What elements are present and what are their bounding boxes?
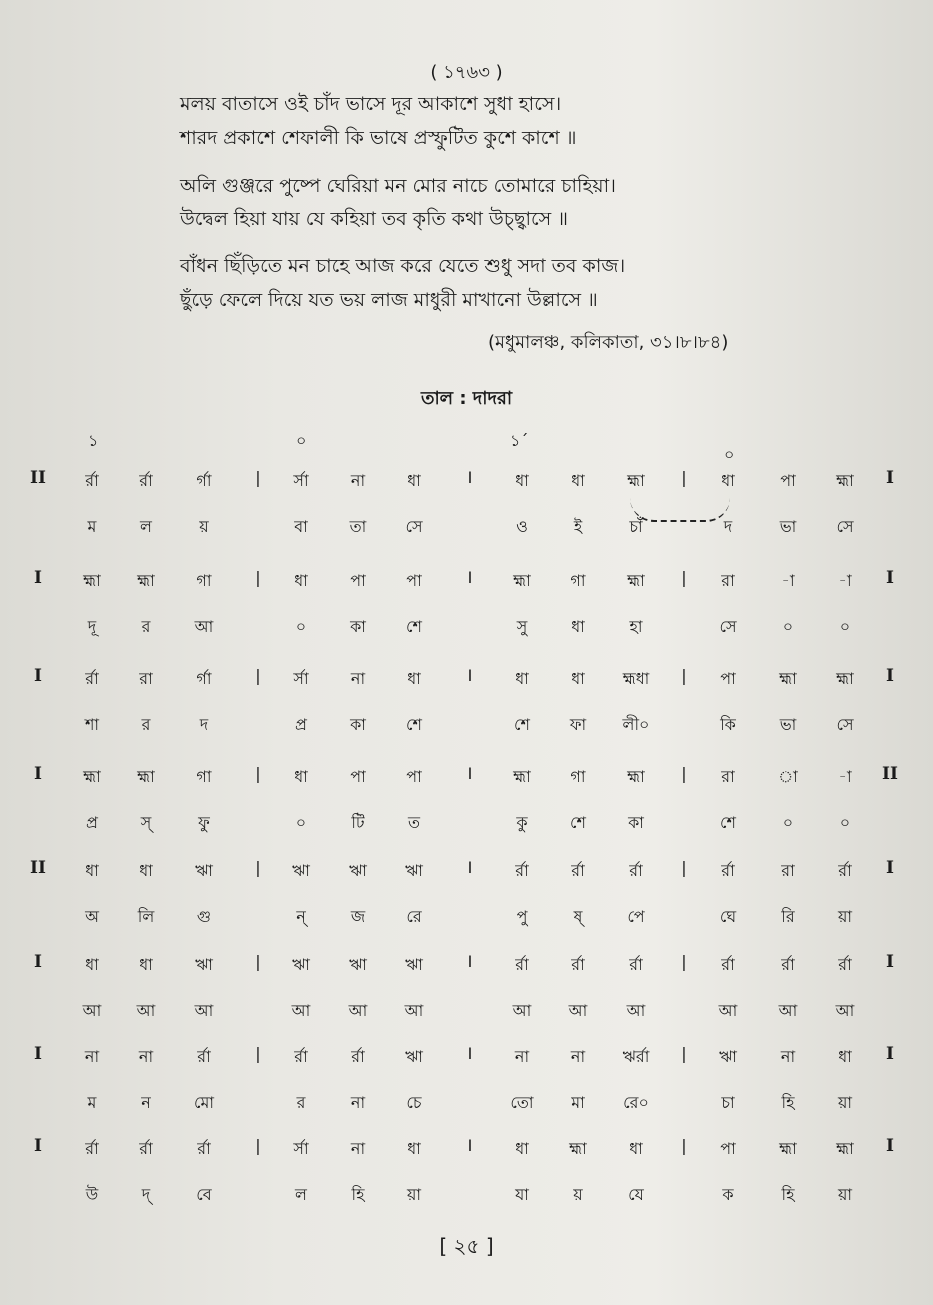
lyric-syllable: ০ xyxy=(782,617,794,636)
swara-note: ঋা xyxy=(195,955,213,974)
bar-line: I xyxy=(467,468,473,487)
lyric-syllable: কা xyxy=(350,715,366,734)
bar-line: | xyxy=(255,666,261,685)
lyric-syllable: উ xyxy=(85,1185,99,1204)
lyric-syllable: পে xyxy=(627,907,645,926)
lyric-syllable: ভা xyxy=(779,517,797,536)
swara-note: র্গা xyxy=(196,471,212,490)
lyric-syllable: ০ xyxy=(839,813,851,832)
lyric-syllable: রি xyxy=(781,907,795,926)
swara-note: ধা xyxy=(139,861,153,880)
lyric-syllable: হি xyxy=(351,1185,365,1204)
lyric-syllable: রে xyxy=(406,907,422,926)
lyric-syllable: র xyxy=(141,617,151,636)
swara-note: না xyxy=(84,1047,100,1066)
lyric-syllable: না xyxy=(350,1093,366,1112)
swara-note: হ্মা xyxy=(836,1139,854,1158)
bar-line: | xyxy=(255,1136,261,1155)
lyric-syllable: য়া xyxy=(837,1093,853,1112)
swara-note: ধা xyxy=(571,669,585,688)
lyric-syllable: সু xyxy=(516,617,528,636)
lyric-syllable: য় xyxy=(199,517,209,536)
swara-note: ঋা xyxy=(195,861,213,880)
swara-note: রা xyxy=(721,767,735,786)
lyric-syllable: আ xyxy=(718,1001,738,1020)
lyric-line-4: উদ্বেল হিয়া যায় যে কহিয়া তব কৃতি কথা উচ্ছ্বাসে ॥ xyxy=(180,208,569,230)
lyric-syllable: ক xyxy=(722,1185,734,1204)
lyric-syllable: ষ্ xyxy=(573,907,583,926)
swara-note: র্রা xyxy=(629,861,643,880)
beat-mark-4: ০ xyxy=(724,445,735,464)
lyric-syllable: অ xyxy=(85,907,99,926)
lyric-syllable: মো xyxy=(193,1093,215,1112)
notation-row xyxy=(0,952,933,1047)
lyric-syllable: আ xyxy=(778,1001,798,1020)
bar-line: I xyxy=(467,1136,473,1155)
lyric-syllable: ধা xyxy=(571,617,585,636)
lyric-syllable: সে xyxy=(836,517,854,536)
row-start-mark: I xyxy=(34,666,42,686)
row-end-mark: I xyxy=(886,858,894,878)
lyric-syllable: শে xyxy=(406,715,422,734)
lyric-syllable: দ xyxy=(723,517,733,536)
swara-note: হ্মধা xyxy=(622,669,650,688)
row-start-mark: I xyxy=(34,1136,42,1156)
bar-line: | xyxy=(255,568,261,587)
swara-note: ধা xyxy=(515,669,529,688)
swara-note: ধা xyxy=(838,1047,852,1066)
lyric-syllable: র xyxy=(296,1093,306,1112)
lyric-line-2: শারদ প্রকাশে শেফালী কি ভাষে প্রস্ফুটিত কুশে কাশে ॥ xyxy=(180,127,577,149)
swara-note: হ্মা xyxy=(627,767,645,786)
lyric-syllable: ০ xyxy=(839,617,851,636)
bar-line: | xyxy=(681,764,687,783)
bar-line: | xyxy=(681,858,687,877)
swara-note: গা xyxy=(196,571,212,590)
beat-mark-1: ১ xyxy=(88,431,99,450)
lyric-syllable: ভা xyxy=(779,715,797,734)
swara-note: র্রা xyxy=(571,955,585,974)
lyric-syllable: দ্ xyxy=(141,1185,151,1204)
page-number: [ ২৫ ] xyxy=(439,1234,494,1258)
notation-row xyxy=(0,666,933,761)
swara-note: না xyxy=(780,1047,796,1066)
swara-note: র্রা xyxy=(351,1047,365,1066)
lyric-syllable: আ xyxy=(136,1001,156,1020)
lyric-line-3: অলি গুঞ্জরে পুষ্পে ঘেরিয়া মন মোর নাচে তোমারে চাহিয়া। xyxy=(180,175,616,197)
lyric-syllable: দূ xyxy=(87,617,97,636)
lyric-syllable: র xyxy=(141,715,151,734)
swara-note: া xyxy=(778,767,798,786)
lyric-syllable: শে xyxy=(514,715,530,734)
swara-note: না xyxy=(350,669,366,688)
bar-line: | xyxy=(681,666,687,685)
swara-note: ঋা xyxy=(349,861,367,880)
swara-note: র্রা xyxy=(85,1139,99,1158)
swara-note: র্রা xyxy=(515,861,529,880)
lyric-syllable: আ xyxy=(404,1001,424,1020)
swara-note: র্রা xyxy=(781,955,795,974)
swara-note: র্সা xyxy=(293,471,309,490)
lyric-syllable: যা xyxy=(515,1185,529,1204)
lyric-syllable: কা xyxy=(628,813,644,832)
lyric-syllable: হি xyxy=(781,1185,795,1204)
bar-line: | xyxy=(681,1136,687,1155)
swara-note: ধা xyxy=(407,471,421,490)
lyric-line-6: ছুঁড়ে ফেলে দিয়ে যত ভয় লাজ মাধুরী মাখানো উল্লাসে ॥ xyxy=(180,289,598,311)
lyric-syllable: যে xyxy=(628,1185,644,1204)
swara-note: র্সা xyxy=(293,1139,309,1158)
swara-note: হ্মা xyxy=(779,669,797,688)
lyric-syllable: সে xyxy=(719,617,737,636)
row-end-mark: I xyxy=(886,952,894,972)
swara-note: ধা xyxy=(85,955,99,974)
lyric-syllable: ম xyxy=(87,1093,97,1112)
lyric-syllable: তো xyxy=(510,1093,534,1112)
swara-note: হ্মা xyxy=(83,767,101,786)
swara-note: র্রা xyxy=(571,861,585,880)
lyric-syllable: ন্ xyxy=(296,907,306,926)
lyric-syllable: ন xyxy=(141,1093,151,1112)
row-start-mark: I xyxy=(34,952,42,972)
swara-note: -া xyxy=(838,571,852,590)
swara-note: না xyxy=(350,1139,366,1158)
lyric-line-5: বাঁধন ছিঁড়িতে মন চাহে আজ করে যেতে শুধু সদা তব কাজ। xyxy=(180,255,626,277)
lyric-syllable: মা xyxy=(571,1093,585,1112)
swara-note: হ্মা xyxy=(627,471,645,490)
swara-note: র্রা xyxy=(629,955,643,974)
lyric-syllable: য়া xyxy=(837,907,853,926)
bar-line: | xyxy=(255,1044,261,1063)
swara-note: গা xyxy=(570,767,586,786)
notation-row xyxy=(0,568,933,663)
row-start-mark: I xyxy=(34,568,42,588)
swara-note: ধা xyxy=(85,861,99,880)
swara-note: হ্মা xyxy=(513,767,531,786)
lyric-syllable: ম xyxy=(87,517,97,536)
swara-note: ধা xyxy=(294,767,308,786)
swara-note: ঋর্রা xyxy=(622,1047,650,1066)
bar-line: | xyxy=(681,952,687,971)
lyric-syllable: বে xyxy=(196,1185,212,1204)
swara-note: ধা xyxy=(139,955,153,974)
tala-heading: তাল : দাদরা xyxy=(420,388,513,409)
lyric-syllable: সে xyxy=(405,517,423,536)
beat-mark-2: ০ xyxy=(296,431,307,450)
lyric-syllable: লী০ xyxy=(622,715,650,734)
swara-note: হ্মা xyxy=(627,571,645,590)
swara-note: হ্মা xyxy=(513,571,531,590)
lyric-syllable: ই xyxy=(573,517,583,536)
lyric-syllable: ল xyxy=(295,1185,307,1204)
row-end-mark: II xyxy=(882,764,898,784)
notation-row xyxy=(0,468,933,563)
swara-note: ধা xyxy=(629,1139,643,1158)
lyric-syllable: ০ xyxy=(782,813,794,832)
swara-note: পা xyxy=(406,571,422,590)
swara-note: না xyxy=(570,1047,586,1066)
lyric-syllable: য় xyxy=(573,1185,583,1204)
lyric-syllable: আ xyxy=(835,1001,855,1020)
lyric-syllable: কি xyxy=(720,715,736,734)
lyric-syllable: স্ xyxy=(140,813,152,832)
lyric-syllable: আ xyxy=(568,1001,588,1020)
lyric-syllable: য়া xyxy=(406,1185,422,1204)
swara-note: পা xyxy=(720,1139,736,1158)
source-credit: (মধুমালঞ্চ, কলিকাতা, ৩১।৮।৮৪) xyxy=(488,332,729,353)
swara-note: হ্মা xyxy=(83,571,101,590)
lyric-syllable: চে xyxy=(406,1093,422,1112)
lyric-syllable: আ xyxy=(194,1001,214,1020)
bar-line: I xyxy=(467,568,473,587)
bar-line: I xyxy=(467,1044,473,1063)
lyric-syllable: শে xyxy=(720,813,736,832)
lyric-syllable: গু xyxy=(196,907,212,926)
beat-mark-3: ১´ xyxy=(510,431,529,450)
row-start-mark: II xyxy=(30,468,46,488)
swara-note: র্রা xyxy=(197,1139,211,1158)
row-end-mark: I xyxy=(886,568,894,588)
swara-note: রা xyxy=(139,669,153,688)
swara-note: র্সা xyxy=(293,669,309,688)
swara-note: হ্মা xyxy=(836,669,854,688)
swara-note: র্রা xyxy=(85,669,99,688)
swara-note: ঋা xyxy=(349,955,367,974)
swara-note: হ্মা xyxy=(137,571,155,590)
lyric-syllable: জ xyxy=(350,907,366,926)
swara-note: র্রা xyxy=(721,861,735,880)
swara-note: হ্মা xyxy=(137,767,155,786)
lyric-syllable: আ xyxy=(291,1001,311,1020)
row-start-mark: II xyxy=(30,858,46,878)
lyric-syllable: পু xyxy=(516,907,528,926)
swara-note: র্রা xyxy=(85,471,99,490)
lyric-syllable: ও xyxy=(516,517,528,536)
song-number: ( ১৭৬৩ ) xyxy=(430,62,503,83)
row-start-mark: I xyxy=(34,1044,42,1064)
lyric-syllable: প্র xyxy=(295,715,307,734)
lyric-syllable: ফা xyxy=(569,715,587,734)
swara-note: ধা xyxy=(294,571,308,590)
lyric-syllable: কা xyxy=(350,617,366,636)
swara-note: রা xyxy=(721,571,735,590)
lyric-syllable: চা xyxy=(721,1093,735,1112)
swara-note: র্গা xyxy=(196,669,212,688)
lyric-syllable: ০ xyxy=(295,813,307,832)
row-end-mark: I xyxy=(886,468,894,488)
lyric-syllable: আ xyxy=(512,1001,532,1020)
swara-note: পা xyxy=(780,471,796,490)
swara-note: পা xyxy=(350,571,366,590)
lyric-syllable: শে xyxy=(570,813,586,832)
lyric-syllable: শে xyxy=(406,617,422,636)
swara-note: র্রা xyxy=(721,955,735,974)
lyric-syllable: কু xyxy=(516,813,528,832)
swara-note: না xyxy=(138,1047,154,1066)
lyric-syllable: ল xyxy=(140,517,152,536)
lyric-syllable: হি xyxy=(781,1093,795,1112)
swara-note: রা xyxy=(781,861,795,880)
lyric-syllable: বা xyxy=(294,517,308,536)
swara-note: গা xyxy=(570,571,586,590)
bar-line: I xyxy=(467,666,473,685)
bar-line: I xyxy=(467,858,473,877)
swara-note: র্রা xyxy=(139,1139,153,1158)
swara-note: হ্মা xyxy=(836,471,854,490)
lyric-syllable: চাঁ xyxy=(629,517,643,536)
swara-note: র্রা xyxy=(197,1047,211,1066)
lyric-syllable: ত xyxy=(407,813,421,832)
lyric-syllable: আ xyxy=(348,1001,368,1020)
swara-note: ধা xyxy=(407,1139,421,1158)
swara-note: ধা xyxy=(515,471,529,490)
bar-line: | xyxy=(255,952,261,971)
swara-note: র্রা xyxy=(838,861,852,880)
row-start-mark: I xyxy=(34,764,42,784)
lyric-syllable: ০ xyxy=(295,617,307,636)
swara-note: ঋা xyxy=(719,1047,737,1066)
swara-note: র্রা xyxy=(139,471,153,490)
swara-note: র্রা xyxy=(294,1047,308,1066)
bar-line: | xyxy=(255,764,261,783)
swara-note: র্রা xyxy=(515,955,529,974)
lyric-syllable: ফু xyxy=(198,813,210,832)
swara-note: ধা xyxy=(407,669,421,688)
notation-row xyxy=(0,858,933,953)
swara-note: ঋা xyxy=(292,861,310,880)
swara-note: -া xyxy=(781,571,795,590)
lyric-syllable: ঘে xyxy=(719,907,737,926)
lyric-syllable: প্র xyxy=(86,813,98,832)
bar-line: | xyxy=(255,858,261,877)
swara-note: ধা xyxy=(721,471,735,490)
beat-marks xyxy=(0,428,933,464)
lyric-syllable: দ xyxy=(199,715,209,734)
row-end-mark: I xyxy=(886,1136,894,1156)
bar-line: | xyxy=(255,468,261,487)
bar-line: I xyxy=(467,952,473,971)
bar-line: | xyxy=(681,1044,687,1063)
notation-row xyxy=(0,764,933,859)
lyric-syllable: টি xyxy=(351,813,365,832)
lyric-syllable: তা xyxy=(349,517,367,536)
lyric-syllable: আ xyxy=(194,617,214,636)
swara-note: হ্মা xyxy=(779,1139,797,1158)
notation-row xyxy=(0,1136,933,1231)
row-end-mark: I xyxy=(886,666,894,686)
swara-note: ঋা xyxy=(292,955,310,974)
lyric-syllable: রে০ xyxy=(623,1093,649,1112)
swara-note: পা xyxy=(406,767,422,786)
notation-row xyxy=(0,1044,933,1139)
lyric-syllable: য়া xyxy=(837,1185,853,1204)
lyric-syllable: আ xyxy=(82,1001,102,1020)
lyric-syllable: লি xyxy=(137,907,155,926)
bar-line: | xyxy=(681,568,687,587)
swara-note: ঋা xyxy=(405,861,423,880)
bar-line: I xyxy=(467,764,473,783)
swara-note: ধা xyxy=(571,471,585,490)
swara-note: না xyxy=(514,1047,530,1066)
lyric-syllable: সে xyxy=(836,715,854,734)
swara-note: না xyxy=(350,471,366,490)
lyric-syllable: শা xyxy=(84,715,100,734)
swara-note: গা xyxy=(196,767,212,786)
swara-note: ধা xyxy=(515,1139,529,1158)
swara-note: পা xyxy=(720,669,736,688)
swara-note: ঋা xyxy=(405,955,423,974)
lyric-syllable: আ xyxy=(626,1001,646,1020)
row-end-mark: I xyxy=(886,1044,894,1064)
swara-note: হ্মা xyxy=(569,1139,587,1158)
swara-note: ঋা xyxy=(405,1047,423,1066)
bar-line: | xyxy=(681,468,687,487)
swara-note: -া xyxy=(838,767,852,786)
lyric-line-1: মলয় বাতাসে ওই চাঁদ ভাসে দূর আকাশে সুধা হাসে। xyxy=(180,93,562,115)
swara-note: র্রা xyxy=(838,955,852,974)
lyric-syllable: হা xyxy=(629,617,643,636)
swara-note: পা xyxy=(350,767,366,786)
